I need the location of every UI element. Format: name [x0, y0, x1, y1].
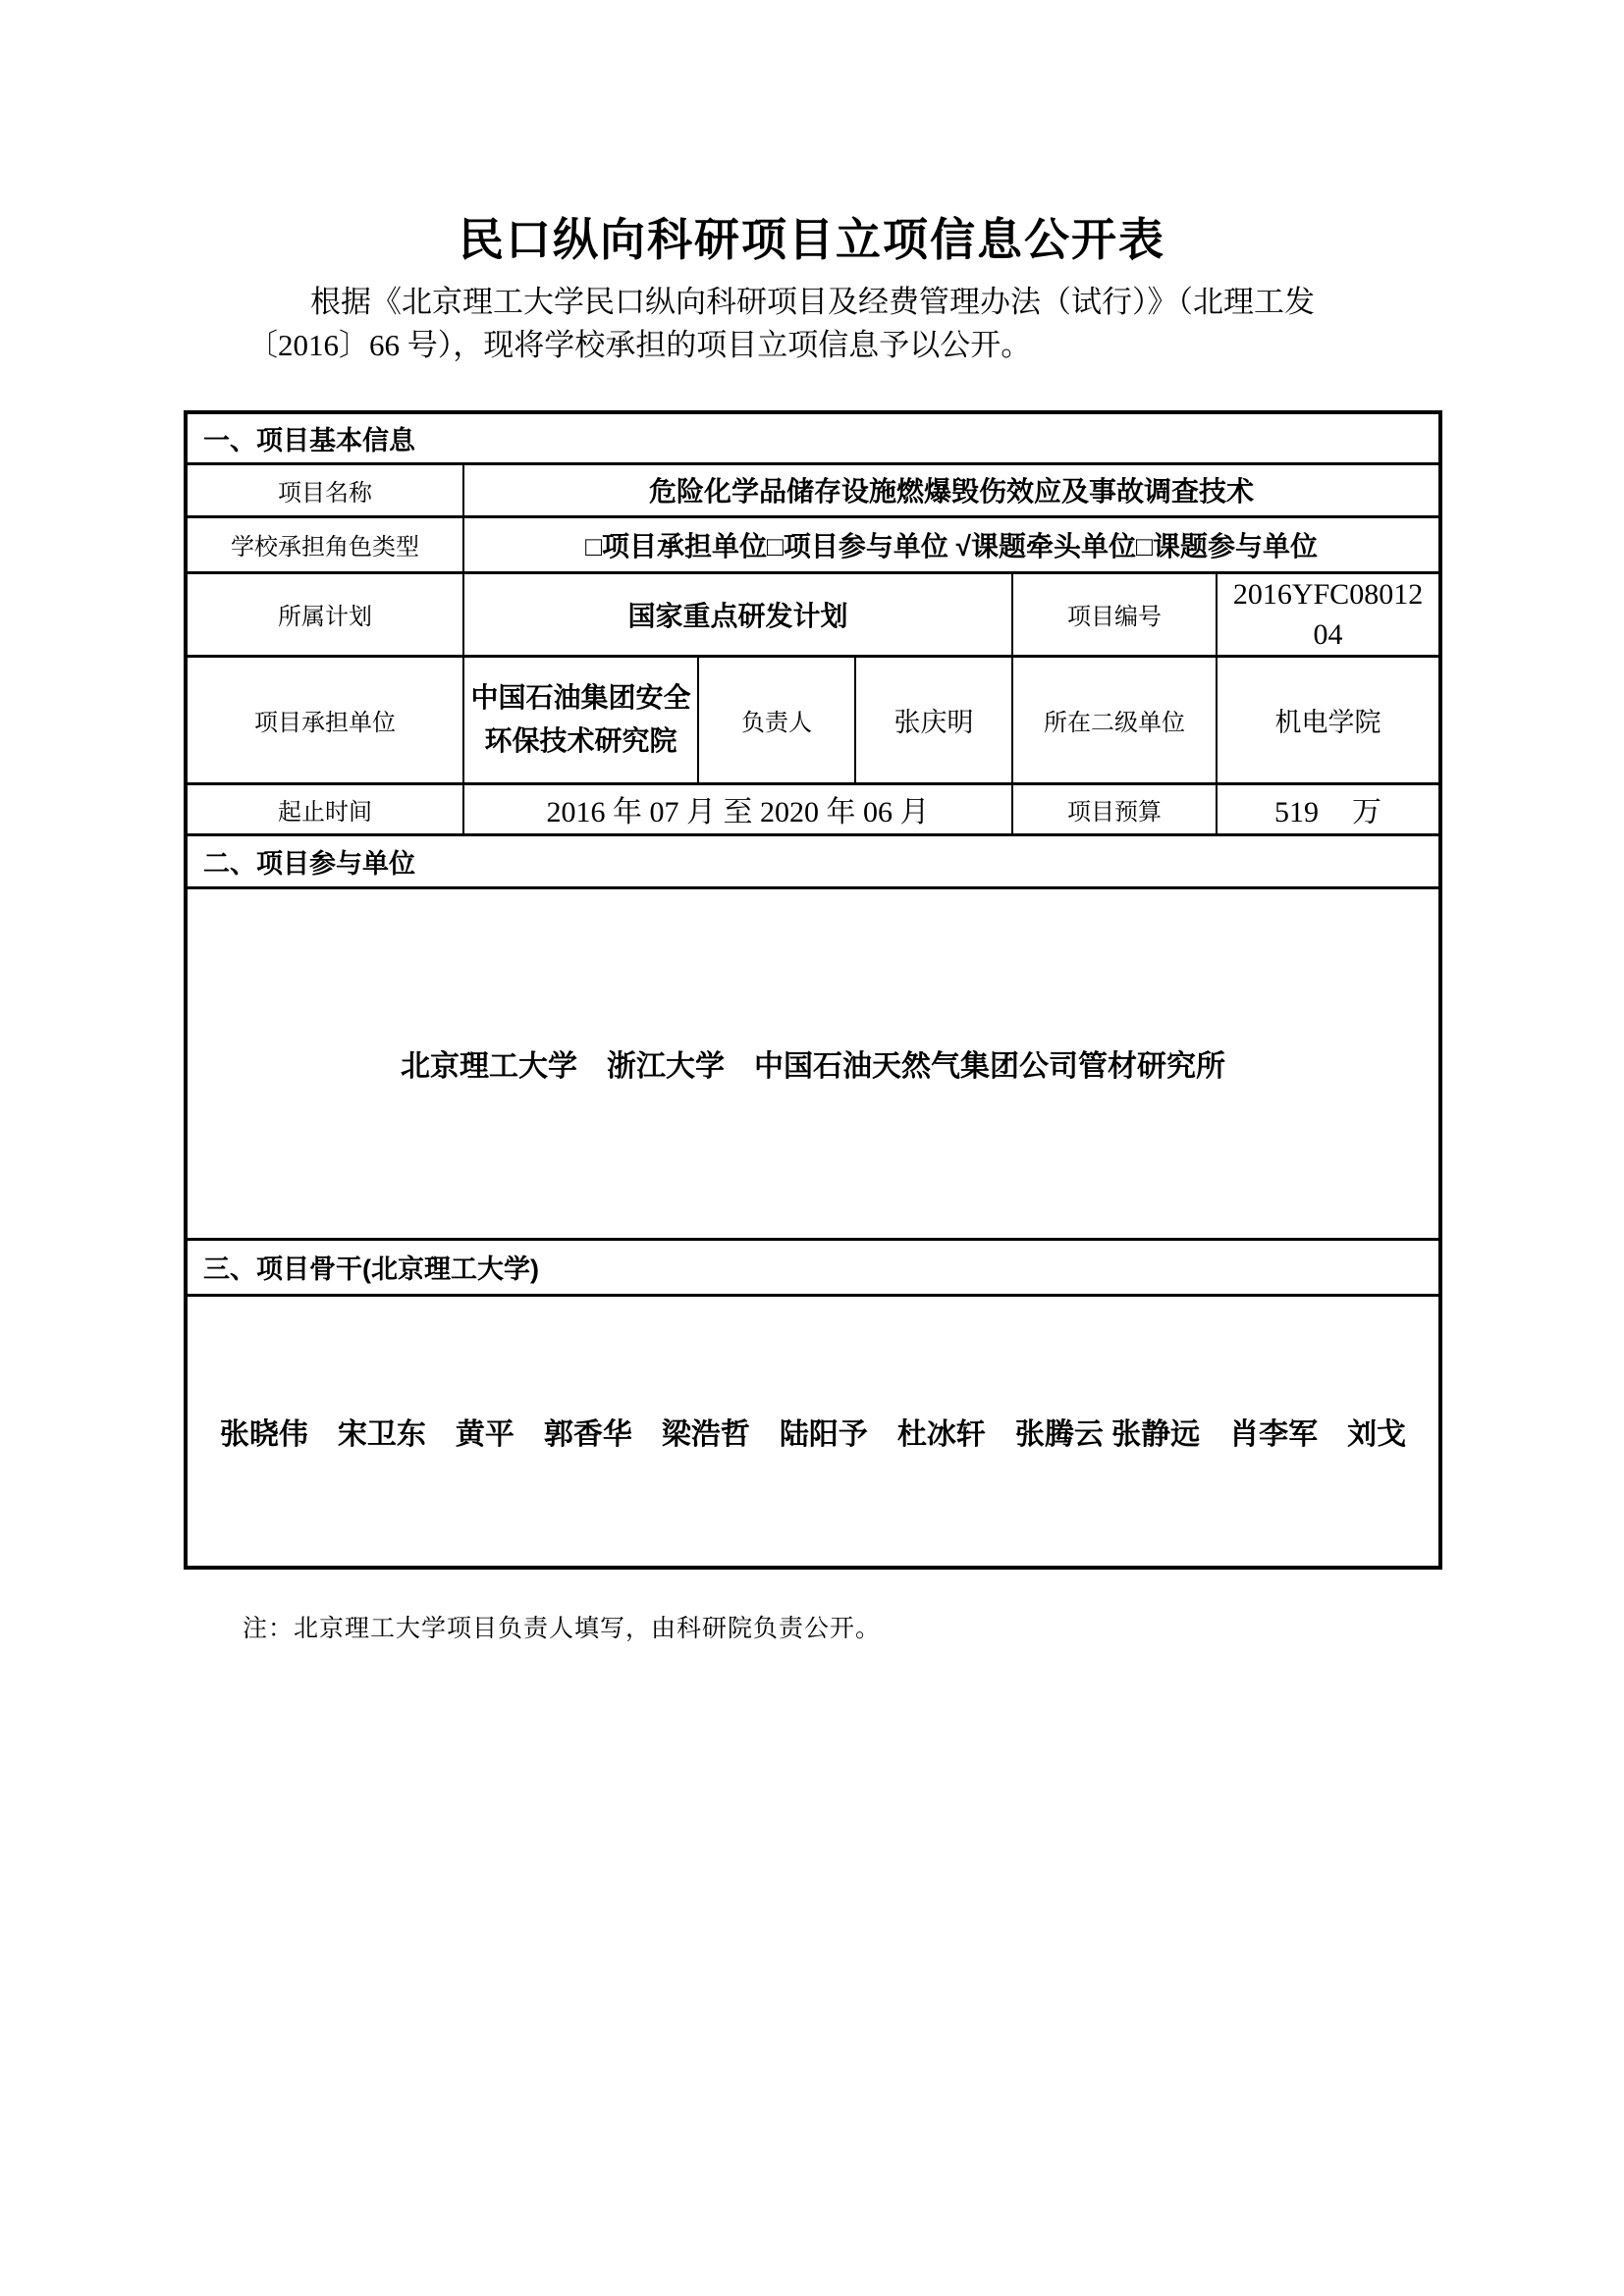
section2-header-row: [186, 834, 1440, 887]
section1-header: 一、项目基本信息: [186, 412, 1440, 463]
footer-note: 注：北京理工大学项目负责人填写，由科研院负责公开。: [243, 1616, 882, 1642]
leader-value: 张庆明: [855, 656, 1012, 783]
intro-paragraph: 根据《北京理工大学民口纵向科研项目及经费管理办法（试行）》（北理工发〔2016〕66 号），现将学校承担的项目立项信息予以公开。: [247, 285, 1315, 362]
undertaker-label: 项目承担单位: [186, 656, 463, 783]
project-no-cell: [1217, 572, 1440, 656]
secondary-unit-label: 所在二级单位: [1012, 656, 1217, 783]
budget-label: 项目预算: [1012, 783, 1217, 834]
role-type-value: □项目承担单位□项目参与单位 √课题牵头单位□课题参与单位: [463, 516, 1440, 572]
section3-header: 三、项目骨干(北京理工大学): [186, 1239, 1440, 1295]
section3-header-row: [186, 1239, 1440, 1295]
undertaker-row: [186, 656, 1440, 783]
project-name-value: 危险化学品储存设施燃爆毁伤效应及事故调查技术: [463, 463, 1440, 516]
section1-header-row: [186, 412, 1440, 463]
project-info-table: [184, 410, 1442, 1570]
secondary-unit-value: 机电学院: [1217, 656, 1440, 783]
project-no-value: 2016YFC0801204: [1232, 577, 1424, 651]
duration-label: 起止时间: [186, 783, 463, 834]
duration-row: [186, 783, 1440, 834]
plan-value: 国家重点研发计划: [463, 572, 1012, 656]
page-title: 民口纵向科研项目立项信息公开表: [459, 215, 1165, 265]
undertaker-value: 中国石油集团安全环保技术研究院: [470, 682, 691, 756]
participants-row: [186, 887, 1440, 1239]
budget-amount: 519: [1274, 796, 1320, 828]
role-type-row: [186, 516, 1440, 572]
leader-label: 负责人: [698, 656, 855, 783]
backbone-row: [186, 1295, 1440, 1568]
project-no-label: 项目编号: [1012, 572, 1217, 656]
role-type-label: 学校承担角色类型: [186, 516, 463, 572]
budget-cell: [1217, 783, 1440, 834]
participants-value: 北京理工大学 浙江大学 中国石油天然气集团公司管材研究所: [186, 887, 1440, 1239]
project-name-label: 项目名称: [186, 463, 463, 516]
plan-row: [186, 572, 1440, 656]
project-name-row: [186, 463, 1440, 516]
duration-value: 2016 年 07 月 至 2020 年 06 月: [463, 783, 1012, 834]
budget-unit: 万: [1352, 796, 1382, 828]
section2-header: 二、项目参与单位: [186, 834, 1440, 887]
undertaker-cell: [463, 656, 698, 783]
backbone-names-value: 张晓伟 宋卫东 黄平 郭香华 梁浩哲 陆阳予 杜冰轩 张腾云 张静远 肖李军 刘戈: [186, 1295, 1440, 1568]
plan-label: 所属计划: [186, 572, 463, 656]
